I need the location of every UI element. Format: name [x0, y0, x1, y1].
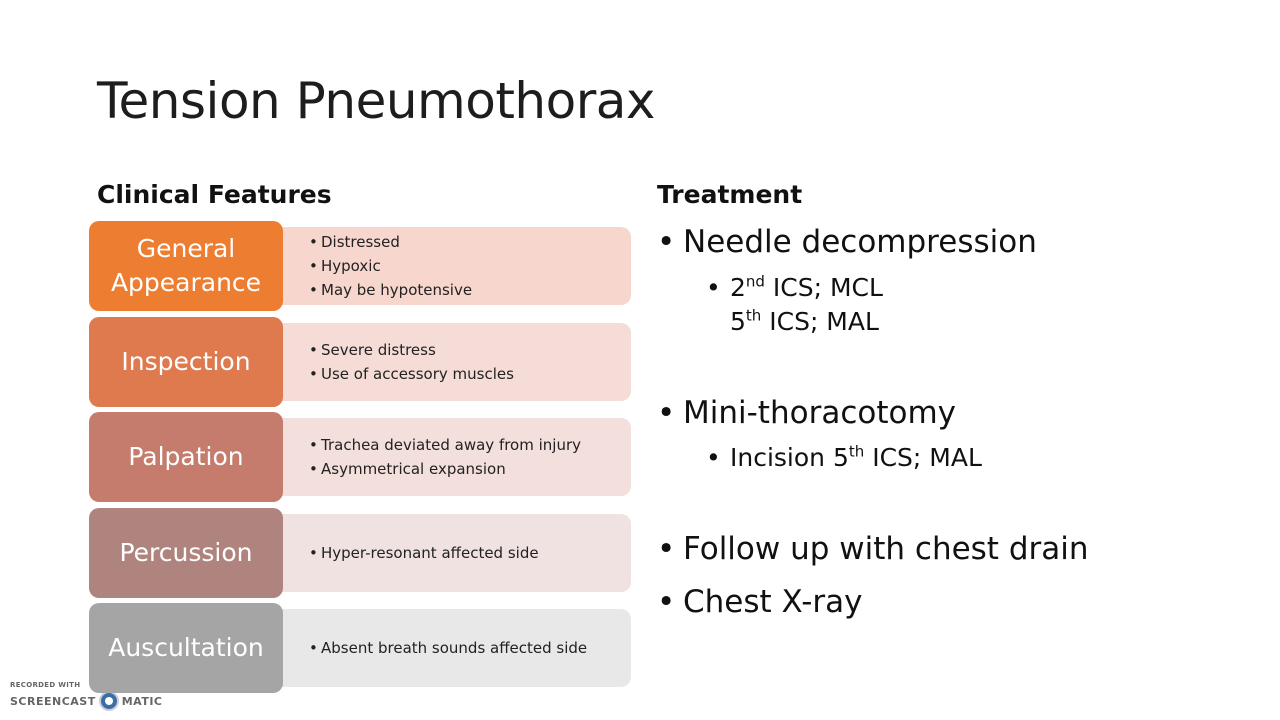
feature-row-general-appearance [89, 221, 631, 311]
needle-site-line: 2nd ICS; MCL [730, 272, 883, 302]
watermark-recorded-text: RECORDED WITH [10, 681, 81, 689]
feature-label: Inspection [121, 347, 251, 376]
clinical-features-heading: Clinical Features [97, 180, 332, 209]
feature-label-box [89, 412, 283, 502]
feature-label: Palpation [128, 442, 244, 471]
feature-label-box [89, 317, 283, 407]
feature-row-palpation [89, 412, 631, 502]
feature-detail-box [279, 514, 631, 592]
feature-point: • May be hypotensive [309, 278, 631, 302]
feature-label: Auscultation [108, 633, 264, 662]
feature-detail-box [279, 418, 631, 496]
feature-detail-box [279, 227, 631, 305]
feature-point: • Hypoxic [309, 254, 631, 278]
treatment-mini-incision: • Incision 5th ICS; MAL [706, 441, 982, 475]
feature-label-box [89, 603, 283, 693]
feature-point: • Severe distress [309, 338, 631, 362]
feature-label: Percussion [119, 538, 253, 567]
watermark-brand-left: SCREENCAST [10, 694, 96, 708]
feature-label-box [89, 221, 283, 311]
feature-detail-box [279, 323, 631, 401]
feature-point: • Hyper-resonant affected side [309, 541, 631, 565]
watermark-brand-right: MATIC [121, 694, 163, 708]
treatment-chest-xray: • Chest X-ray [657, 584, 863, 620]
feature-label: General [136, 234, 236, 263]
screencast-logo-icon [99, 691, 119, 711]
treatment-heading: Treatment [657, 180, 803, 209]
slide-title: Tension Pneumothorax [97, 72, 655, 130]
feature-label: Appearance [110, 268, 262, 297]
feature-point: • Absent breath sounds affected side [309, 636, 631, 660]
feature-row-percussion [89, 508, 631, 598]
feature-point: • Distressed [309, 230, 631, 254]
treatment-needle-sites [706, 271, 883, 339]
feature-point: • Use of accessory muscles [309, 362, 631, 386]
feature-label-box [89, 508, 283, 598]
bullet-icon: • [706, 443, 721, 472]
treatment-mini-thoracotomy: • Mini-thoracotomy [657, 395, 956, 431]
needle-site-line: 5th ICS; MAL [730, 306, 879, 336]
feature-point: • Trachea deviated away from injury [309, 433, 631, 457]
bullet-icon: • [706, 273, 721, 302]
feature-detail-box [279, 609, 631, 687]
feature-row-auscultation [89, 603, 631, 693]
feature-row-inspection [89, 317, 631, 407]
feature-point: • Asymmetrical expansion [309, 457, 631, 481]
treatment-needle-decompression: • Needle decompression [657, 224, 1037, 260]
treatment-chest-drain: • Follow up with chest drain [657, 531, 1089, 567]
